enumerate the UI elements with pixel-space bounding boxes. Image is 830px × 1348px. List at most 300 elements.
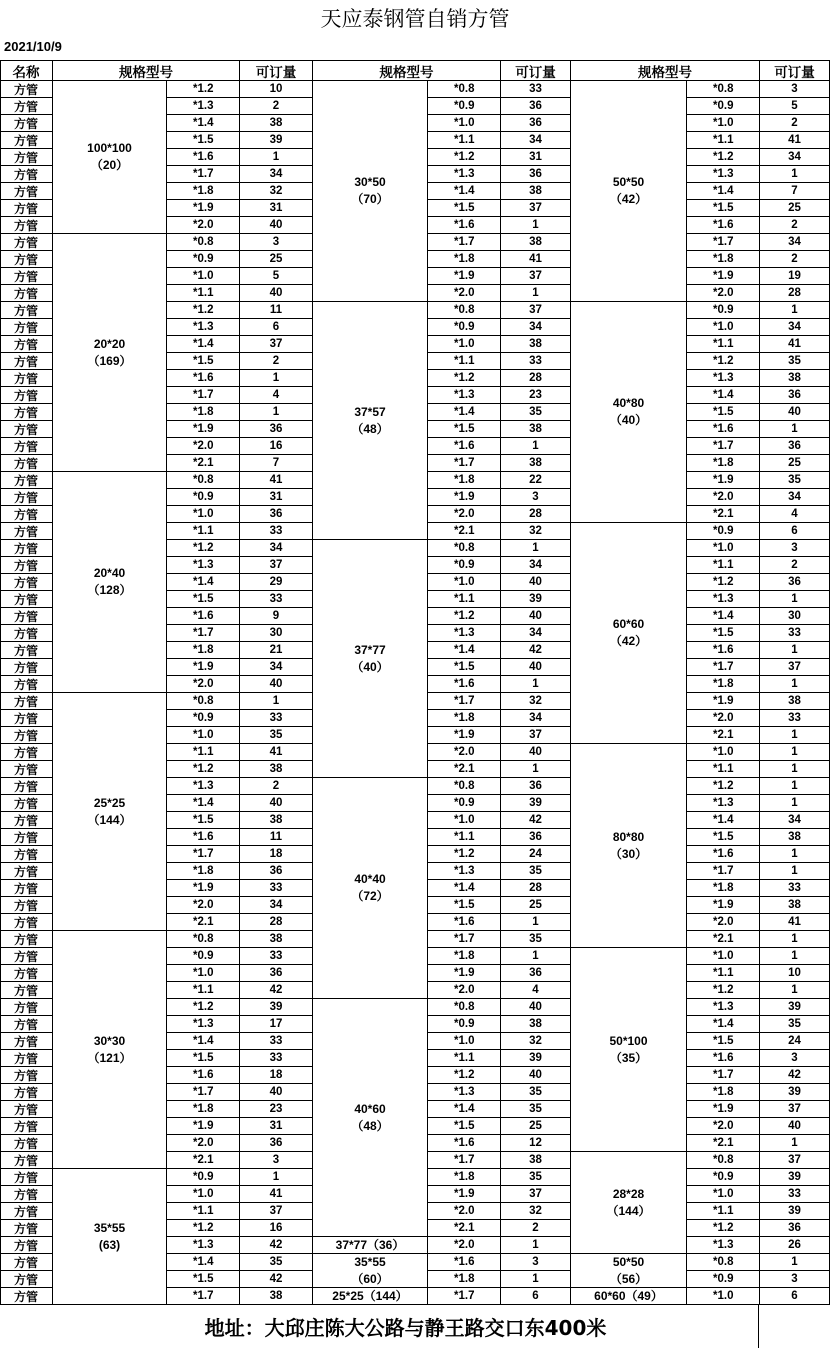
row-name-cell: 方管: [0, 829, 53, 846]
quantity-cell: 25: [760, 200, 830, 217]
thickness-cell: *1.4: [167, 115, 240, 132]
quantity-cell: 41: [760, 132, 830, 149]
thickness-cell: *1.3: [167, 1237, 240, 1254]
thickness-cell: *1.7: [687, 1067, 760, 1084]
row-name-cell: 方管: [0, 710, 53, 727]
quantity-cell: 3: [240, 234, 313, 251]
quantity-cell: 4: [240, 387, 313, 404]
quantity-cell: 1: [760, 948, 830, 965]
quantity-cell: 36: [760, 387, 830, 404]
address-footer: 地址：大邱庄陈大公路与静王路交口东400米: [53, 1304, 759, 1348]
thickness-cell: *1.3: [167, 557, 240, 574]
thickness-cell: *1.1: [167, 982, 240, 999]
row-name-cell: 方管: [0, 251, 53, 268]
quantity-cell: 40: [760, 404, 830, 421]
quantity-cell: 40: [501, 659, 571, 676]
thickness-cell: *1.6: [687, 1050, 760, 1067]
thickness-cell: *1.1: [428, 132, 501, 149]
quantity-cell: 11: [240, 302, 313, 319]
row-name-cell: 方管: [0, 1271, 53, 1288]
thickness-cell: *1.2: [167, 81, 240, 98]
quantity-cell: 31: [501, 149, 571, 166]
quantity-cell: 1: [760, 421, 830, 438]
thickness-cell: *1.4: [687, 387, 760, 404]
quantity-cell: 17: [240, 1016, 313, 1033]
row-name-cell: 方管: [0, 183, 53, 200]
thickness-cell: *0.9: [167, 489, 240, 506]
group-label: [571, 948, 687, 1152]
quantity-cell: 36: [760, 574, 830, 591]
thickness-cell: *2.1: [687, 1135, 760, 1152]
row-name-cell: 方管: [0, 880, 53, 897]
quantity-cell: 38: [501, 455, 571, 472]
quantity-cell: 25: [760, 455, 830, 472]
row-name-cell: 方管: [0, 438, 53, 455]
thickness-cell: *1.8: [687, 880, 760, 897]
thickness-cell: *0.8: [167, 693, 240, 710]
group-size: 25*25: [93, 795, 126, 810]
quantity-cell: 31: [240, 200, 313, 217]
thickness-cell: *1.2: [428, 846, 501, 863]
quantity-cell: 1: [760, 302, 830, 319]
quantity-cell: 35: [501, 1084, 571, 1101]
row-name-cell: 方管: [0, 982, 53, 999]
row-name-cell: 方管: [0, 523, 53, 540]
quantity-cell: 1: [501, 285, 571, 302]
thickness-cell: *1.8: [428, 1271, 501, 1288]
quantity-cell: 38: [501, 183, 571, 200]
quantity-cell: 10: [240, 81, 313, 98]
quantity-cell: 36: [240, 965, 313, 982]
quantity-cell: 38: [240, 931, 313, 948]
group-count: （40）: [351, 659, 389, 674]
thickness-cell: *2.0: [167, 676, 240, 693]
quantity-cell: 41: [240, 472, 313, 489]
group-count: (63): [98, 1237, 121, 1252]
row-name-cell: 方管: [0, 353, 53, 370]
group-size: 37*77（36）: [335, 1237, 405, 1252]
quantity-cell: 33: [760, 710, 830, 727]
quantity-cell: 2: [760, 251, 830, 268]
quantity-cell: 2: [240, 778, 313, 795]
group-label: [53, 81, 167, 234]
quantity-cell: 1: [240, 149, 313, 166]
thickness-cell: *2.1: [167, 455, 240, 472]
thickness-cell: *1.6: [428, 438, 501, 455]
thickness-cell: *1.7: [167, 625, 240, 642]
thickness-cell: *1.2: [687, 982, 760, 999]
thickness-cell: *1.4: [428, 1101, 501, 1118]
quantity-cell: 37: [240, 1203, 313, 1220]
group-label: [571, 744, 687, 948]
thickness-cell: *1.4: [428, 880, 501, 897]
group-size: 20*40: [93, 566, 126, 580]
quantity-cell: 40: [240, 285, 313, 302]
quantity-cell: 37: [501, 727, 571, 744]
thickness-cell: *1.7: [167, 1084, 240, 1101]
thickness-cell: *2.1: [428, 523, 501, 540]
group-count: （169）: [87, 353, 132, 368]
thickness-cell: *1.9: [167, 421, 240, 438]
thickness-cell: *1.3: [428, 863, 501, 880]
quantity-cell: 1: [240, 404, 313, 421]
quantity-cell: 1: [501, 1271, 571, 1288]
group-label: [53, 693, 167, 931]
group-size: 20*20: [93, 336, 126, 351]
quantity-cell: 1: [760, 982, 830, 999]
thickness-cell: *1.1: [428, 353, 501, 370]
quantity-cell: 2: [501, 1220, 571, 1237]
thickness-cell: *0.9: [428, 319, 501, 336]
quantity-cell: 35: [501, 931, 571, 948]
quantity-cell: 12: [501, 1135, 571, 1152]
thickness-cell: *1.4: [167, 574, 240, 591]
thickness-cell: *1.7: [428, 234, 501, 251]
thickness-cell: *1.5: [428, 421, 501, 438]
thickness-cell: *1.7: [687, 659, 760, 676]
group-label: [313, 540, 428, 778]
quantity-cell: 1: [501, 217, 571, 234]
quantity-cell: 40: [501, 1067, 571, 1084]
thickness-cell: *2.1: [428, 1220, 501, 1237]
quantity-cell: 35: [240, 1254, 313, 1271]
row-name-cell: 方管: [0, 642, 53, 659]
thickness-cell: *1.1: [167, 523, 240, 540]
thickness-cell: *1.0: [687, 115, 760, 132]
quantity-cell: 1: [760, 863, 830, 880]
thickness-cell: *1.8: [428, 710, 501, 727]
thickness-cell: *1.9: [167, 1118, 240, 1135]
quantity-cell: 39: [240, 132, 313, 149]
thickness-cell: *1.3: [167, 319, 240, 336]
group-count: （70）: [351, 192, 389, 206]
row-name-cell: 方管: [0, 115, 53, 132]
group-count: （42）: [609, 192, 648, 206]
quantity-cell: 34: [501, 132, 571, 149]
quantity-cell: 37: [240, 336, 313, 353]
group-label: [313, 1288, 428, 1305]
quantity-cell: 35: [760, 353, 830, 370]
thickness-cell: *1.7: [687, 234, 760, 251]
row-name-cell: 方管: [0, 676, 53, 693]
group-label: [313, 1254, 428, 1288]
thickness-cell: *1.8: [687, 455, 760, 472]
quantity-cell: 1: [760, 795, 830, 812]
quantity-cell: 31: [240, 1118, 313, 1135]
thickness-cell: *2.0: [167, 217, 240, 234]
quantity-cell: 22: [501, 472, 571, 489]
thickness-cell: *2.1: [167, 1152, 240, 1169]
thickness-cell: *1.6: [167, 608, 240, 625]
row-name-cell: 方管: [0, 421, 53, 438]
thickness-cell: *0.9: [428, 795, 501, 812]
quantity-cell: 38: [240, 761, 313, 778]
row-name-cell: 方管: [0, 1135, 53, 1152]
quantity-cell: 34: [501, 319, 571, 336]
quantity-cell: 40: [501, 744, 571, 761]
thickness-cell: *0.8: [167, 931, 240, 948]
quantity-cell: 23: [501, 387, 571, 404]
group-label: [313, 1237, 428, 1254]
row-name-cell: 方管: [0, 81, 53, 98]
thickness-cell: *1.1: [687, 336, 760, 353]
thickness-cell: *1.1: [687, 1203, 760, 1220]
row-name-cell: 方管: [0, 1016, 53, 1033]
quantity-cell: 36: [501, 98, 571, 115]
quantity-cell: 38: [760, 370, 830, 387]
quantity-cell: 18: [240, 846, 313, 863]
row-name-cell: 方管: [0, 1186, 53, 1203]
thickness-cell: *0.9: [428, 557, 501, 574]
group-size: 37*57: [354, 404, 386, 419]
thickness-cell: *1.1: [687, 132, 760, 149]
thickness-cell: *1.0: [687, 540, 760, 557]
thickness-cell: *0.9: [687, 302, 760, 319]
quantity-cell: 1: [240, 693, 313, 710]
group-count: （35）: [609, 1050, 648, 1065]
quantity-cell: 30: [760, 608, 830, 625]
thickness-cell: *1.7: [428, 1288, 501, 1305]
row-name-cell: 方管: [0, 795, 53, 812]
quantity-cell: 38: [501, 421, 571, 438]
thickness-cell: *2.0: [428, 1203, 501, 1220]
quantity-cell: 28: [501, 880, 571, 897]
quantity-cell: 39: [760, 1203, 830, 1220]
quantity-cell: 1: [760, 778, 830, 795]
thickness-cell: *1.5: [687, 200, 760, 217]
quantity-cell: 37: [760, 1101, 830, 1118]
quantity-cell: 1: [501, 438, 571, 455]
thickness-cell: *1.5: [428, 659, 501, 676]
thickness-cell: *1.4: [167, 1033, 240, 1050]
quantity-cell: 2: [240, 98, 313, 115]
thickness-cell: *1.7: [428, 1152, 501, 1169]
thickness-cell: *2.0: [428, 744, 501, 761]
group-label: [313, 81, 428, 302]
quantity-cell: 39: [760, 999, 830, 1016]
group-size: 28*28: [612, 1186, 645, 1201]
quantity-cell: 38: [760, 829, 830, 846]
group-label: [571, 1288, 687, 1305]
quantity-cell: 23: [240, 1101, 313, 1118]
row-name-cell: 方管: [0, 863, 53, 880]
quantity-cell: 32: [501, 523, 571, 540]
thickness-cell: *1.1: [428, 591, 501, 608]
thickness-cell: *1.7: [167, 1288, 240, 1305]
thickness-cell: *1.2: [167, 540, 240, 557]
quantity-cell: 35: [760, 472, 830, 489]
thickness-cell: *1.0: [428, 1033, 501, 1050]
quantity-cell: 35: [240, 727, 313, 744]
quantity-cell: 3: [760, 540, 830, 557]
quantity-cell: 7: [240, 455, 313, 472]
quantity-cell: 32: [501, 1033, 571, 1050]
row-name-cell: 方管: [0, 200, 53, 217]
quantity-cell: 3: [760, 1050, 830, 1067]
row-name-cell: 方管: [0, 914, 53, 931]
header-spec: 规格型号: [53, 61, 240, 81]
quantity-cell: 41: [240, 1186, 313, 1203]
thickness-cell: *1.0: [167, 1186, 240, 1203]
thickness-cell: *1.0: [167, 268, 240, 285]
quantity-cell: 36: [501, 166, 571, 183]
thickness-cell: *1.3: [687, 370, 760, 387]
thickness-cell: *1.3: [687, 795, 760, 812]
thickness-cell: *1.7: [167, 846, 240, 863]
thickness-cell: *1.4: [428, 642, 501, 659]
thickness-cell: *1.2: [428, 608, 501, 625]
quantity-cell: 33: [240, 591, 313, 608]
group-size: 60*60: [612, 617, 645, 631]
group-size: 40*80: [612, 396, 645, 410]
quantity-cell: 39: [501, 795, 571, 812]
quantity-cell: 34: [760, 812, 830, 829]
thickness-cell: *0.9: [687, 1169, 760, 1186]
quantity-cell: 3: [240, 1152, 313, 1169]
thickness-cell: *1.9: [687, 897, 760, 914]
thickness-cell: *0.9: [687, 1271, 760, 1288]
thickness-cell: *1.0: [167, 965, 240, 982]
quantity-cell: 4: [760, 506, 830, 523]
row-name-cell: 方管: [0, 132, 53, 149]
group-label: [571, 81, 687, 302]
quantity-cell: 35: [501, 863, 571, 880]
thickness-cell: *0.8: [428, 302, 501, 319]
quantity-cell: 40: [240, 1084, 313, 1101]
quantity-cell: 25: [501, 897, 571, 914]
quantity-cell: 7: [760, 183, 830, 200]
group-count: （40）: [609, 413, 648, 427]
thickness-cell: *2.0: [687, 285, 760, 302]
group-size: 100*100: [87, 141, 132, 155]
quantity-cell: 36: [240, 1135, 313, 1152]
thickness-cell: *1.5: [687, 625, 760, 642]
row-name-cell: 方管: [0, 778, 53, 795]
group-size: 30*50: [354, 175, 386, 189]
quantity-cell: 36: [240, 863, 313, 880]
quantity-cell: 36: [760, 1220, 830, 1237]
quantity-cell: 2: [760, 217, 830, 234]
thickness-cell: *1.0: [687, 319, 760, 336]
thickness-cell: *1.6: [428, 217, 501, 234]
thickness-cell: *0.9: [687, 523, 760, 540]
group-label: [571, 1152, 687, 1254]
quantity-cell: 28: [760, 285, 830, 302]
thickness-cell: *1.9: [687, 1101, 760, 1118]
thickness-cell: *1.8: [428, 948, 501, 965]
quantity-cell: 25: [501, 1118, 571, 1135]
thickness-cell: *0.9: [167, 1169, 240, 1186]
row-name-cell: 方管: [0, 166, 53, 183]
group-size: 30*30: [93, 1033, 126, 1048]
thickness-cell: *1.0: [687, 1288, 760, 1305]
thickness-cell: *1.9: [167, 200, 240, 217]
group-count: （30）: [609, 846, 648, 861]
thickness-cell: *1.8: [687, 1084, 760, 1101]
thickness-cell: *0.9: [428, 1016, 501, 1033]
group-label: [313, 778, 428, 999]
thickness-cell: *1.2: [428, 370, 501, 387]
quantity-cell: 6: [760, 1288, 830, 1305]
quantity-cell: 1: [501, 761, 571, 778]
row-name-cell: 方管: [0, 574, 53, 591]
quantity-cell: 34: [501, 557, 571, 574]
quantity-cell: 18: [240, 1067, 313, 1084]
thickness-cell: *1.6: [428, 676, 501, 693]
thickness-cell: *1.1: [167, 744, 240, 761]
quantity-cell: 11: [240, 829, 313, 846]
quantity-cell: 40: [501, 999, 571, 1016]
thickness-cell: *1.3: [167, 1016, 240, 1033]
row-name-cell: 方管: [0, 965, 53, 982]
thickness-cell: *0.8: [687, 81, 760, 98]
group-size: 35*55: [354, 1254, 386, 1269]
row-name-cell: 方管: [0, 761, 53, 778]
thickness-cell: *0.9: [687, 98, 760, 115]
quantity-cell: 38: [501, 1152, 571, 1169]
thickness-cell: *1.0: [687, 948, 760, 965]
row-name-cell: 方管: [0, 727, 53, 744]
quantity-cell: 39: [501, 591, 571, 608]
row-name-cell: 方管: [0, 591, 53, 608]
thickness-cell: *2.0: [428, 1237, 501, 1254]
thickness-cell: *1.0: [428, 812, 501, 829]
quantity-cell: 3: [501, 489, 571, 506]
thickness-cell: *2.0: [687, 489, 760, 506]
row-name-cell: 方管: [0, 1203, 53, 1220]
quantity-cell: 35: [501, 404, 571, 421]
quantity-cell: 34: [501, 710, 571, 727]
header-qty: 可订量: [760, 61, 830, 81]
header-qty: 可订量: [240, 61, 313, 81]
quantity-cell: 34: [501, 625, 571, 642]
quantity-cell: 1: [240, 370, 313, 387]
quantity-cell: 38: [501, 336, 571, 353]
thickness-cell: *2.0: [167, 1135, 240, 1152]
quantity-cell: 42: [501, 642, 571, 659]
quantity-cell: 42: [240, 982, 313, 999]
thickness-cell: *0.8: [687, 1152, 760, 1169]
thickness-cell: *1.3: [687, 999, 760, 1016]
group-size: 40*40: [354, 872, 386, 886]
quantity-cell: 24: [760, 1033, 830, 1050]
quantity-cell: 26: [760, 1237, 830, 1254]
thickness-cell: *1.3: [167, 98, 240, 115]
group-label: [53, 931, 167, 1169]
thickness-cell: *0.9: [167, 948, 240, 965]
thickness-cell: *1.4: [687, 608, 760, 625]
thickness-cell: *1.1: [167, 285, 240, 302]
quantity-cell: 1: [760, 744, 830, 761]
quantity-cell: 1: [501, 1237, 571, 1254]
group-size: 50*100: [609, 1033, 648, 1048]
quantity-cell: 38: [760, 693, 830, 710]
quantity-cell: 34: [760, 489, 830, 506]
group-label: [571, 1254, 687, 1288]
quantity-cell: 28: [240, 914, 313, 931]
quantity-cell: 40: [760, 1118, 830, 1135]
thickness-cell: *1.3: [428, 625, 501, 642]
group-count: （144）: [87, 812, 132, 827]
thickness-cell: *1.2: [687, 1220, 760, 1237]
quantity-cell: 4: [501, 982, 571, 999]
thickness-cell: *1.6: [167, 149, 240, 166]
thickness-cell: *1.4: [167, 336, 240, 353]
row-name-cell: 方管: [0, 897, 53, 914]
quantity-cell: 39: [760, 1084, 830, 1101]
thickness-cell: *1.2: [167, 761, 240, 778]
quantity-cell: 19: [760, 268, 830, 285]
